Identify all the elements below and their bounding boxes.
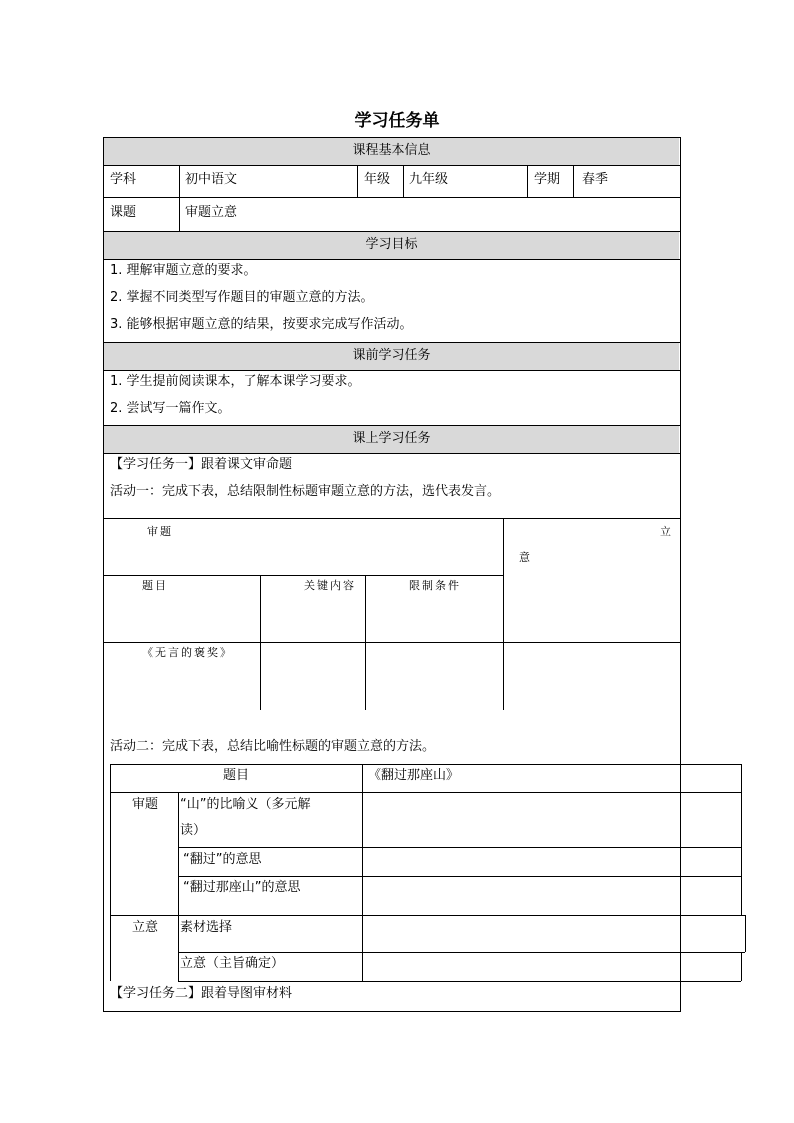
divider	[103, 370, 680, 371]
goal-item: 2. 掌握不同类型写作题目的审题立意的方法。	[110, 290, 374, 305]
divider	[103, 425, 680, 426]
table1-divider	[503, 518, 504, 710]
table2-divider	[110, 764, 741, 765]
activity2-text: 活动二：完成下表，总结比喻性标题的审题立意的方法。	[110, 739, 436, 754]
pre-class-item: 1. 学生提前阅读课本，了解本课学习要求。	[110, 374, 361, 389]
table1-shenti-header: 审题	[147, 525, 173, 538]
divider	[573, 165, 574, 197]
table2-divider	[741, 764, 742, 915]
table1-divider	[103, 642, 680, 643]
basic-info-header: 课程基本信息	[352, 143, 431, 158]
divider	[103, 197, 680, 198]
term-label: 学期	[534, 172, 561, 187]
table2-divider	[178, 952, 745, 953]
table2-divider	[745, 915, 746, 952]
table2-fanguo-meaning: “翻过”的意思	[183, 852, 262, 867]
table1-divider	[365, 575, 366, 710]
table1-divider	[260, 575, 261, 710]
divider	[103, 342, 680, 343]
table2-divider	[110, 764, 111, 981]
divider	[179, 165, 180, 231]
subject-label: 学科	[110, 172, 137, 187]
table2-shan-meaning: “山”的比喻义（多元解	[180, 797, 311, 812]
grade-label: 年级	[364, 172, 391, 187]
table2-divider	[178, 792, 179, 981]
table2-liyi-label: 立意	[132, 920, 159, 935]
table2-divider	[178, 876, 741, 877]
table2-title-value: 《翻过那座山》	[368, 768, 460, 783]
grade-value: 九年级	[409, 172, 449, 187]
pre-class-item: 2. 尝试写一篇作文。	[110, 401, 231, 416]
table2-theme: 立意（主旨确定）	[180, 956, 285, 971]
table2-col-title: 题目	[222, 768, 249, 783]
divider	[103, 453, 680, 454]
topic-value: 审题立意	[185, 205, 238, 220]
subject-value: 初中语文	[185, 172, 238, 187]
table2-shan-meaning-cont: 读）	[180, 823, 207, 838]
goals-header: 学习目标	[365, 237, 418, 252]
table2-divider	[741, 952, 742, 981]
table1-divider	[103, 575, 503, 576]
divider	[527, 165, 528, 197]
table2-divider	[110, 915, 745, 916]
table2-fanguo-nazuoshan-meaning: “翻过那座山”的意思	[183, 880, 301, 895]
divider	[103, 231, 680, 232]
table1-col-limit: 限制条件	[409, 579, 461, 592]
divider	[103, 259, 680, 260]
activity1-text: 活动一：完成下表，总结限制性标题审题立意的方法，选代表发言。	[110, 484, 501, 499]
in-class-header: 课上学习任务	[352, 431, 431, 446]
table1-yi-header: 意	[519, 551, 532, 564]
goal-item: 3. 能够根据审题立意的结果，按要求完成写作活动。	[110, 317, 413, 332]
term-value: 春季	[582, 172, 609, 187]
table2-divider	[362, 764, 363, 981]
divider	[103, 165, 680, 166]
page-title: 学习任务单	[354, 111, 440, 131]
topic-label: 课题	[110, 205, 137, 220]
table1-row1-title: 《无言的褒奖》	[142, 646, 233, 659]
table1-col-key: 关键内容	[304, 579, 356, 592]
task1-heading: 【学习任务一】跟着课文审命题	[110, 457, 293, 472]
pre-class-header: 课前学习任务	[352, 348, 431, 363]
table2-divider	[110, 792, 741, 793]
table2-material: 素材选择	[180, 920, 233, 935]
divider	[357, 165, 358, 197]
task2-heading: 【学习任务二】跟着导图审材料	[110, 986, 293, 1001]
table1-col-title: 题目	[142, 579, 168, 592]
table2-divider	[178, 847, 741, 848]
table2-shenti-label: 审题	[132, 797, 159, 812]
goal-item: 1. 理解审题立意的要求。	[110, 263, 257, 278]
table2-divider	[178, 981, 741, 982]
table1-divider	[103, 518, 680, 519]
table1-li-header: 立	[660, 525, 673, 538]
divider	[403, 165, 404, 197]
